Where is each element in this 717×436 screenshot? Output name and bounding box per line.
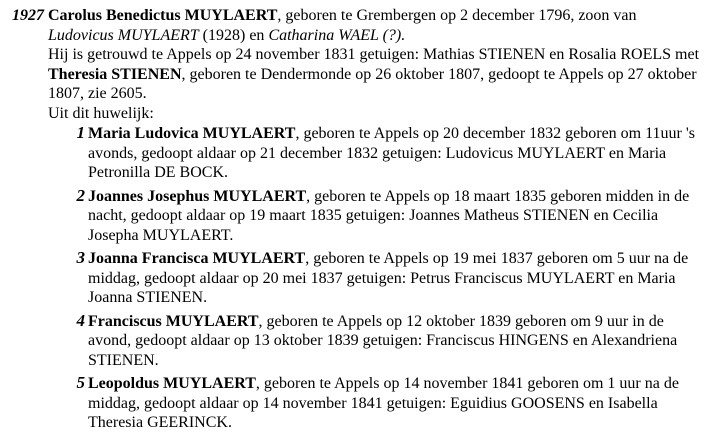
- child-name: Maria Ludovica MUYLAERT: [88, 125, 296, 142]
- child-name: Joanna Francisca MUYLAERT: [88, 250, 306, 267]
- genealogy-entry: [0, 6, 717, 436]
- child-item: [0, 248, 717, 311]
- child-details: , geboren te Appels op 19 mei 1837 geboren om 5 uur na de middag, gedoopt aldaar op 20 mei 1837 getuigen: Petrus Franciscus MUYLAERT en Maria Joanna STIENEN.: [88, 250, 689, 306]
- child-name: Franciscus MUYLAERT: [88, 312, 259, 330]
- child-item: [0, 373, 717, 436]
- child-number: 5: [76, 373, 85, 392]
- marriage-text: Hij is getrouwd te Appels op 24 november 1831 getuigen: Mathias STIENEN en Rosalia ROELS met: [48, 46, 700, 63]
- children-list: [0, 123, 717, 436]
- child-item: [0, 186, 717, 249]
- child-details: , geboren te Appels op 14 november 1841 geboren om 1 uur na de middag, gedoopt aldaar op 14 november 1841 getuigen: Eguidius GOOSENS en Isabella Theresia GEERINCK.: [88, 375, 679, 431]
- child-number: 2: [76, 185, 85, 205]
- child-item: [0, 123, 717, 186]
- child-details: , geboren te Appels op 12 oktober 1839 geboren om 9 uur in de avond, gedoopt aldaar op 13 oktober 1839 getuigen: Franciscus HINGENS en Alexandriena STIENEN.: [88, 312, 678, 369]
- entry-header: [0, 6, 717, 123]
- child-details: , geboren te Appels op 18 maart 1835 geboren midden in de nacht, gedoopt aldaar op 19 maart 1835 getuigen: Joannes Matheus STIENEN en Cecilia Josepha MUYLAERT.: [88, 187, 690, 244]
- child-name: Joannes Josephus MUYLAERT: [88, 187, 307, 205]
- entry-body: [46, 6, 717, 123]
- child-details: , geboren te Appels op 20 december 1832 geboren om 11uur 's avonds, gedoopt aldaar op 21 december 1832 getuigen: Ludovicus MUYLAERT en Maria Petronilla DE BOCK.: [88, 125, 695, 181]
- child-item: [0, 311, 717, 374]
- child-number: 4: [76, 310, 85, 330]
- entry-paragraph: [48, 6, 711, 104]
- entry-number: 1927: [12, 7, 44, 24]
- spouse-name: Theresia STIENEN: [48, 65, 182, 83]
- child-number: 3: [76, 248, 85, 267]
- subject-name: Carolus Benedictus MUYLAERT: [48, 7, 278, 24]
- child-text: [88, 374, 717, 433]
- children-intro: Uit dit huwelijk:: [48, 104, 154, 122]
- child-text: [88, 312, 717, 371]
- child-name: Leopoldus MUYLAERT: [88, 375, 256, 392]
- birth-text: , geboren te Grembergen op 2 december 1796, zoon van: [277, 7, 637, 24]
- child-number: 1: [76, 123, 85, 142]
- mother-name: Catharina WAEL (?).: [268, 26, 406, 44]
- child-text: [88, 187, 717, 246]
- father-name: Ludovicus MUYLAERT: [48, 26, 199, 44]
- child-text: [88, 249, 717, 308]
- spouse-birth-text: , geboren te Dendermonde op 26 oktober 1807, gedoopt te Appels op 27 oktober 1807, zie 2605.: [48, 65, 697, 102]
- child-text: [88, 124, 717, 183]
- parents-connector: (1928) en: [198, 26, 269, 44]
